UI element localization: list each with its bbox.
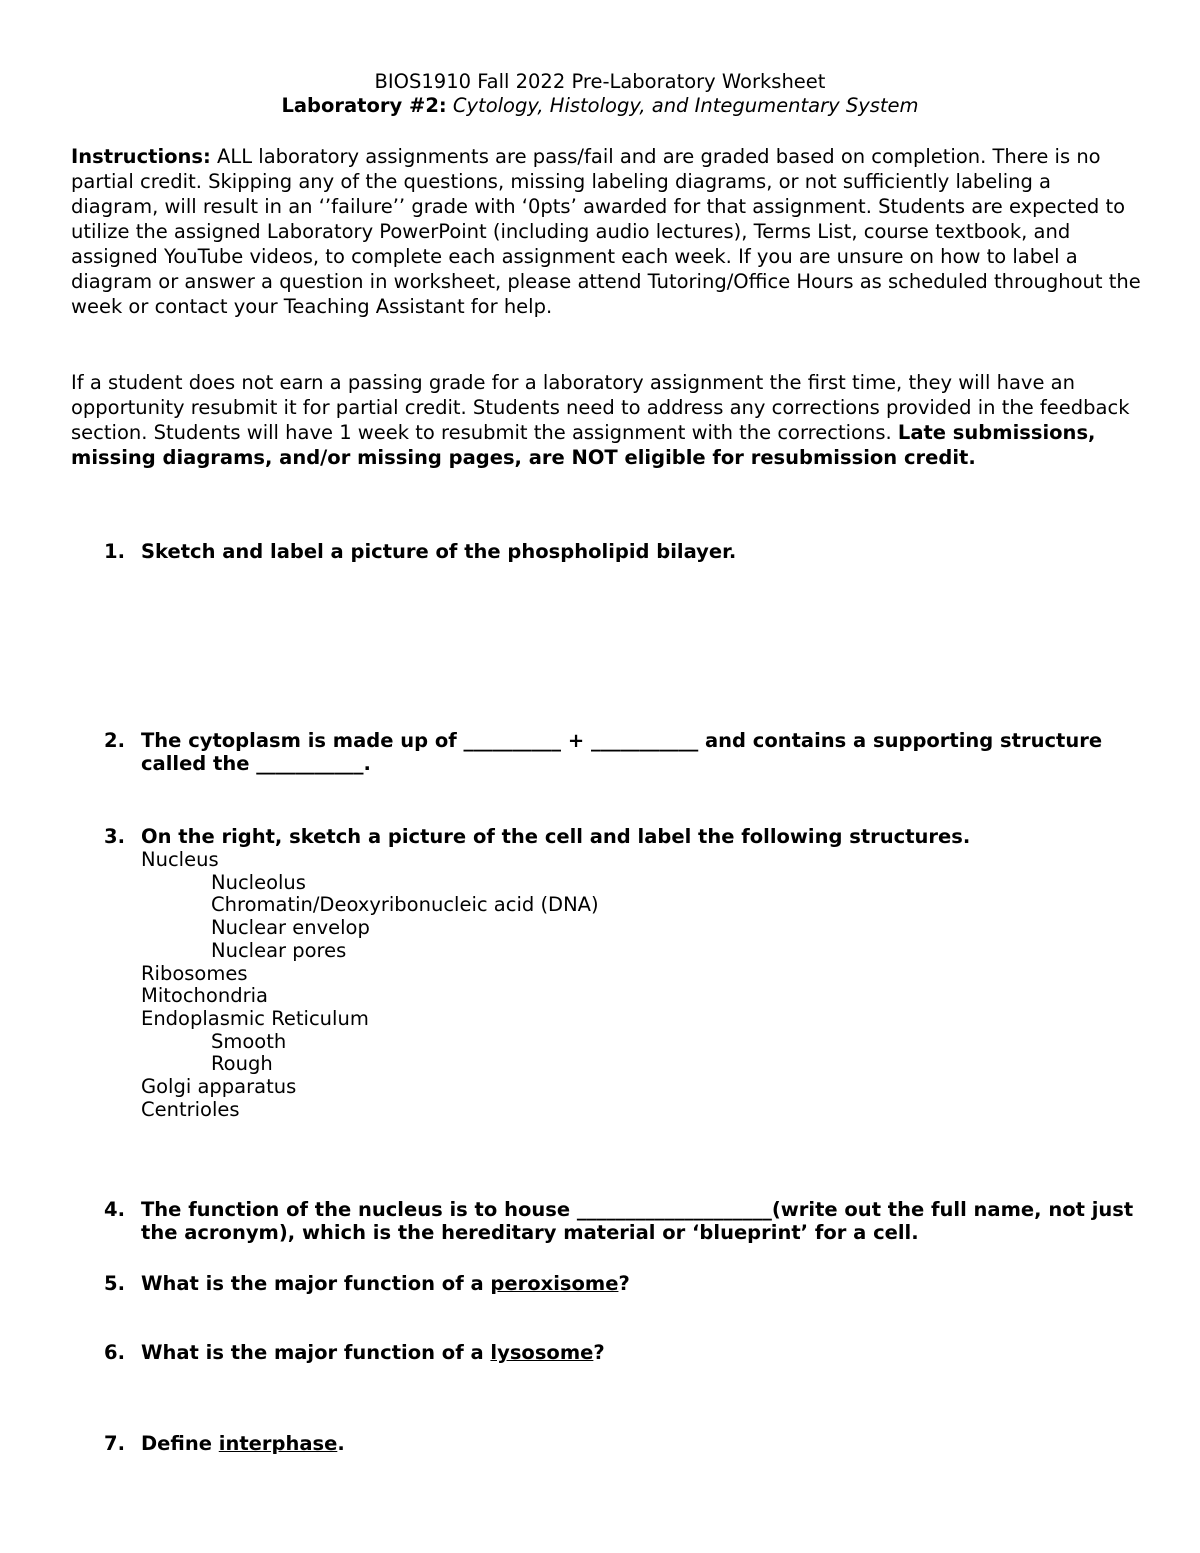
list-item: Nuclear envelop (211, 916, 370, 940)
resubmission-body: If a student does not earn a passing grade for a laboratory assignment the first time, they will have an opportunity resubmit it for partial credit. Students need to address any corrections provided in the feedback section. Students will have 1 week to resubmit the assignment with the corrections. (71, 371, 1130, 444)
question-text: The function of the nucleus is to house ____________________(write out the full name, not just the acronym), which is the hereditary material or ‘blueprint’ for a cell. (141, 1198, 1134, 1244)
worksheet-title: BIOS1910 Fall 2022 Pre-Laboratory Worksheet (374, 70, 826, 93)
question-number: 5. (104, 1272, 125, 1295)
instructions-body: ALL laboratory assignments are pass/fail and are graded based on completion. There is no partial credit. Skipping any of the questions, missing labeling diagrams, or not sufficiently labeling a diagram, will result in an ‘’failure’’ grade with ‘0pts’ awarded for that assignment. Students are expected to utilize the assigned Laboratory PowerPoint (including audio lectures), Terms List, course textbook, and assigned YouTube videos, to complete each assignment each week. If you are unsure on how to label a diagram or answer a question in worksheet, please attend Tutoring/Office Hours as scheduled throughout the week or contact your Teaching Assistant for help. (71, 145, 1141, 318)
question-1 (0, 540, 1140, 563)
question-6 (0, 1341, 1140, 1364)
list-item: Mitochondria (141, 984, 268, 1008)
question-3 (0, 825, 1140, 848)
question-suffix: ? (593, 1341, 605, 1364)
question-number: 4. (104, 1198, 125, 1221)
question-number: 1. (104, 540, 125, 563)
question-text: The cytoplasm is made up of __________ + ___________ and contains a supporting structure called the ___________. (141, 729, 1103, 775)
question-term: peroxisome (490, 1272, 619, 1295)
question-4 (0, 1198, 1140, 1244)
question-text: On the right, sketch a picture of the cell and label the following structures. (141, 825, 971, 848)
list-item: Nuclear pores (211, 938, 347, 962)
question-prefix: Define (141, 1432, 219, 1455)
question-text (141, 1432, 1140, 1455)
list-item: Ribosomes (141, 961, 248, 985)
question-suffix: ? (618, 1272, 630, 1295)
question-suffix: . (337, 1432, 345, 1455)
question-prefix: What is the major function of a (141, 1341, 491, 1364)
question-5 (0, 1272, 1140, 1295)
list-item: Rough (211, 1052, 273, 1076)
lab-heading (0, 93, 1200, 118)
question-prefix: What is the major function of a (141, 1272, 491, 1295)
list-item: Centrioles (141, 1097, 240, 1121)
question-number: 7. (104, 1432, 125, 1455)
question-2 (0, 729, 1140, 775)
list-item: Smooth (211, 1029, 287, 1053)
instructions-paragraph (71, 144, 1141, 319)
list-item: Golgi apparatus (141, 1075, 297, 1099)
question-number: 3. (104, 825, 125, 848)
list-item: Nucleolus (211, 870, 306, 894)
resubmission-warning: Late submissions, missing diagrams, and/or missing pages, are NOT eligible for resubmission credit. (71, 421, 1096, 469)
question-term: lysosome (490, 1341, 594, 1364)
lab-label: Laboratory #2: (281, 94, 447, 117)
question-text: Sketch and label a picture of the phospholipid bilayer. (141, 540, 737, 563)
question-number: 2. (104, 729, 125, 752)
cell-structure-list (141, 849, 599, 1121)
question-term: interphase (218, 1432, 338, 1455)
question-number: 6. (104, 1341, 125, 1364)
list-item: Chromatin/Deoxyribonucleic acid (DNA) (211, 893, 599, 917)
question-text (141, 1272, 1140, 1295)
list-item: Endoplasmic Reticulum (141, 1006, 369, 1030)
instructions-label: Instructions: (71, 145, 211, 168)
list-item: Nucleus (141, 848, 219, 871)
question-7 (0, 1432, 1140, 1455)
lab-topic: Cytology, Histology, and Integumentary System (452, 94, 919, 117)
question-text (141, 1341, 1140, 1364)
resubmission-paragraph (71, 370, 1141, 470)
